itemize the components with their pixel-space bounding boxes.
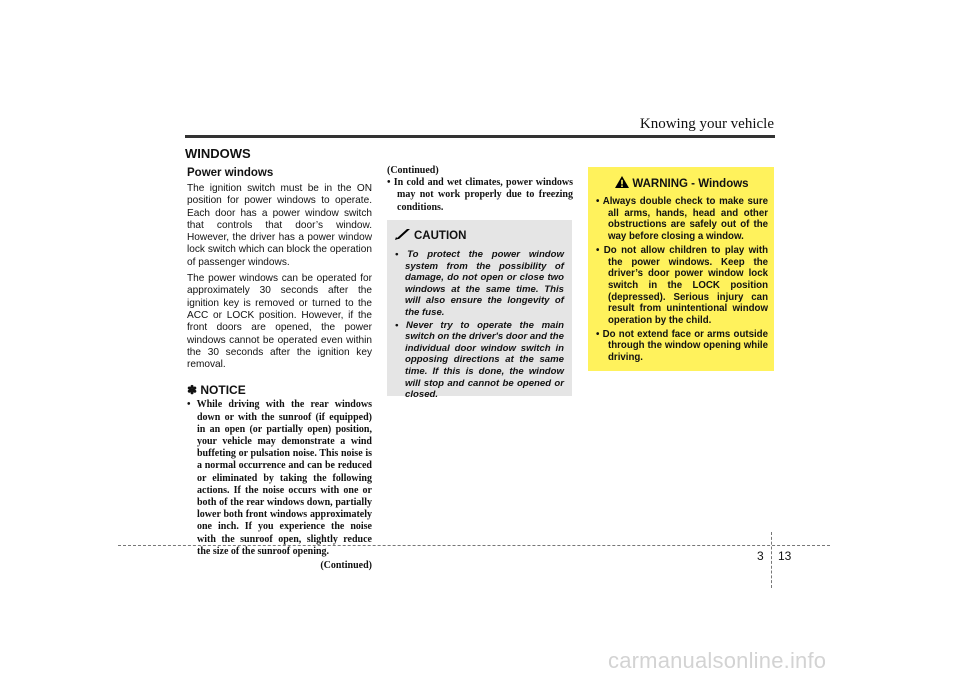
pencil-icon [395,227,411,245]
warning-item-2: • Do not allow children to play with the power windows. Keep the driver’s door power window lock switch in the LOCK position (depressed). Serious injury can result from unintentional window operation by the child. [596,244,768,327]
caution-box [387,220,572,401]
notice-continued: (Continued) [320,560,372,572]
warning-box [588,167,774,371]
caution-item-2: • Never try to operate the main switch on the driver's door and the individual door window switch in opposing directions at the same time. If this is done, the window will stop and cannot be opened or closed. [395,319,564,401]
column-left [187,167,372,571]
column-middle [387,165,573,214]
caution-title: CAUTION [414,230,467,242]
warning-item-1: • Always double check to make sure all arms, hands, head and other obstructions are safely out of the way before closing a window. [596,196,768,243]
page-number: 13 [778,549,792,563]
continued-label: (Continued) [387,165,439,176]
power-windows-paragraph-2: The power windows can be operated for approximately 30 seconds after the ignition key is removed or turned to the ACC or LOCK position. However, if the front doors are opened, the power windows cannot be operated even within the 30 seconds after the ignition key removal. [187,273,372,371]
watermark: carmanualsonline.info [608,648,827,673]
caution-item-1: • To protect the power window system from the possibility of damage, do not open or close two windows at the same time. This will also ensure the longevity of the fuse. [395,249,564,318]
notice-item: • While driving with the rear windows down or with the sunroof (if equipped) in an open (or partially open) position, your vehicle may demonstrate a wind buffeting or pulsation noise. This noise is a normal occurrence and can be reduced or eliminated by taking the following actions. If the noise occurs with one or both of the rear windows down, partially lower both front windows approximately one inch. If you experience the noise with the sunroof open, slightly reduce the size of the sunroof opening. [187,399,372,557]
header-rule [185,135,775,138]
warning-header [596,175,768,193]
warning-item-3: • Do not extend face or arms outside through the window opening while driving. [596,328,768,364]
page-number-divider [771,532,772,588]
continued-item: • In cold and wet climates, power windows may not work properly due to freezing conditions. [387,177,573,213]
power-windows-paragraph-1: The ignition switch must be in the ON position for power windows to operate. Each door has a power window switch that controls that door’s window. However, the driver has a power window lock switch which can block the operation of passenger windows. [187,183,372,268]
page-chapter: 3 [757,549,764,563]
footer-rule [118,545,830,546]
power-windows-heading: Power windows [187,167,274,179]
header-title: Knowing your vehicle [639,116,774,132]
caution-header [395,227,564,245]
section-title: WINDOWS [185,146,251,161]
notice-title: ✽ NOTICE [187,383,246,398]
warning-triangle-icon [615,175,629,193]
warning-title: WARNING - Windows [632,178,749,190]
